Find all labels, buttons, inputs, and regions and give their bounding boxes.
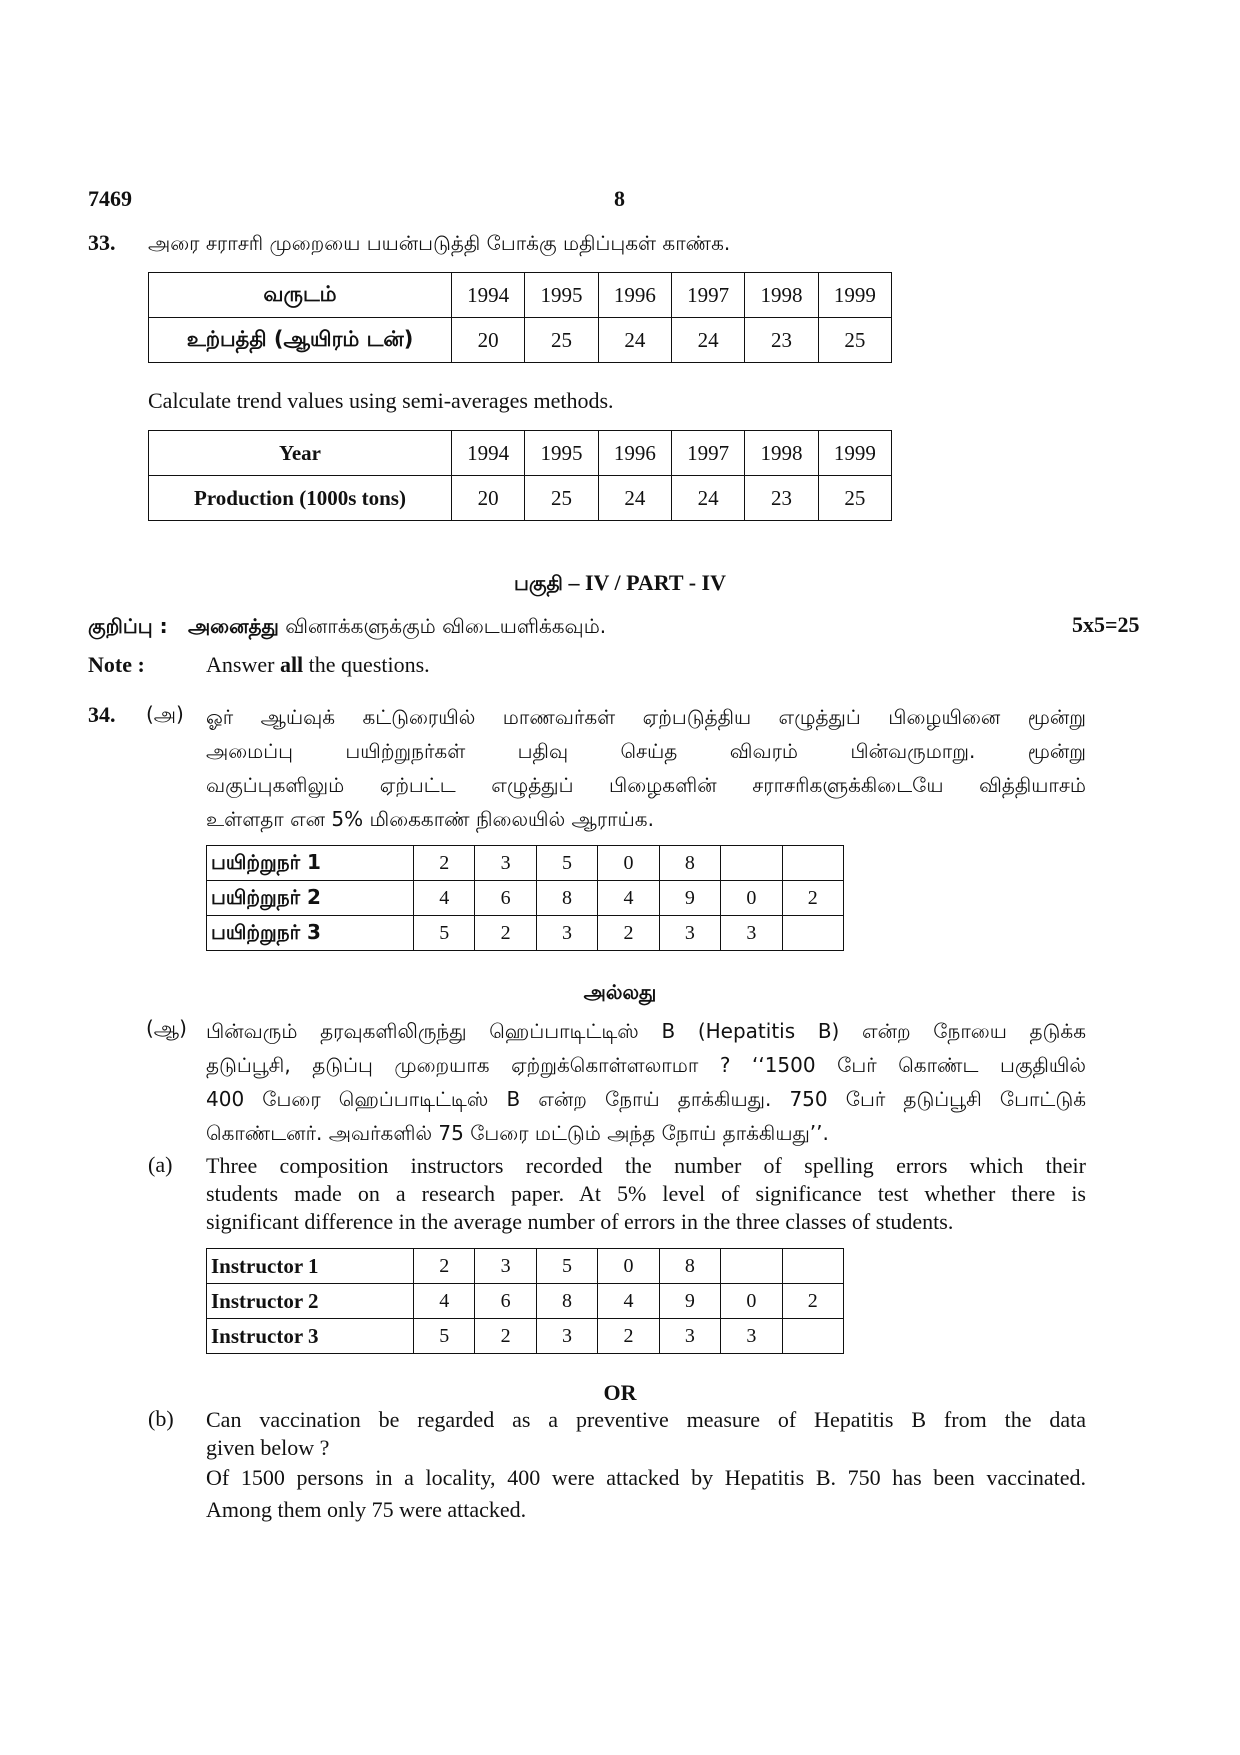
table-label: வருடம் <box>149 273 452 318</box>
table-cell: 2 <box>475 1319 536 1354</box>
table-cell: 1994 <box>452 431 525 476</box>
table-cell: 1998 <box>745 431 818 476</box>
table-cell <box>782 846 843 881</box>
table-cell: 8 <box>659 846 720 881</box>
table-cell: 24 <box>671 318 744 363</box>
note-tamil <box>88 614 606 641</box>
table-cell: 9 <box>659 1284 720 1319</box>
text-line: பின்வரும் தரவுகளிலிருந்து ஹெப்பாடிட்டிஸ் B (Hepatitis B) என்ற நோயை தடுக்க <box>206 1019 1086 1043</box>
note-text-tamil: வினாக்களுக்கும் விடையளிக்கவும். <box>278 614 607 638</box>
question-34-b-tamil-text <box>206 1014 1086 1150</box>
table-cell: 2 <box>782 881 843 916</box>
table-cell <box>782 1319 843 1354</box>
note-label: Note : <box>88 652 145 677</box>
table-cell: 2 <box>414 846 475 881</box>
table-cell: 3 <box>721 1319 782 1354</box>
text-line: Among them only 75 were attacked. <box>206 1497 527 1522</box>
table-cell: 3 <box>475 1249 536 1284</box>
question-33-tamil-table <box>148 272 892 363</box>
table-cell: 20 <box>452 318 525 363</box>
question-34-a-tamil-marker: (அ) <box>146 702 184 726</box>
table-cell: 3 <box>536 916 597 951</box>
table-cell: 9 <box>659 881 720 916</box>
note-post: the questions. <box>303 652 430 677</box>
table-cell: 4 <box>598 1284 659 1319</box>
table-label: Production (1000s tons) <box>149 476 452 521</box>
table-cell: 3 <box>475 846 536 881</box>
table-label: பயிற்றுநர் 1 <box>207 846 414 881</box>
table-cell: 24 <box>598 318 671 363</box>
table-cell: 1996 <box>598 431 671 476</box>
question-34-a-marker: (a) <box>148 1152 173 1177</box>
question-33-english-text: Calculate trend values using semi-averages methods. <box>148 388 614 413</box>
table-cell: 0 <box>598 1249 659 1284</box>
text-line: 400 பேரை ஹெப்பாடிட்டிஸ் B என்ற நோய் தாக்கியது. 750 பேர் தடுப்பூசி போட்டுக் <box>206 1087 1086 1111</box>
table-cell: 6 <box>475 881 536 916</box>
question-34-tamil-table <box>206 845 844 951</box>
table-cell: 8 <box>536 1284 597 1319</box>
paper-code: 7469 <box>88 186 132 211</box>
table-label: உற்பத்தி (ஆயிரம் டன்) <box>149 318 452 363</box>
note-pre: Answer <box>206 652 280 677</box>
table-label: Year <box>149 431 452 476</box>
question-34-b-text <box>206 1406 1086 1526</box>
question-34-number: 34. <box>88 702 116 727</box>
table-cell: 24 <box>598 476 671 521</box>
text-line: students made on a research paper. At 5% level of significance test whether there is <box>206 1181 1086 1206</box>
table-cell: 23 <box>745 476 818 521</box>
text-line: கொண்டனர். அவர்களில் 75 பேரை மட்டும் அந்த நோய் தாக்கியது’’. <box>206 1121 829 1145</box>
table-label: பயிற்றுநர் 2 <box>207 881 414 916</box>
table-cell: 25 <box>525 318 598 363</box>
table-cell: 2 <box>475 916 536 951</box>
table-cell: 2 <box>598 916 659 951</box>
question-33-tamil-text: அரை சராசரி முறையை பயன்படுத்தி போக்கு மதிப்புகள் காண்க. <box>148 231 731 255</box>
table-cell: 2 <box>782 1284 843 1319</box>
table-cell: 23 <box>745 318 818 363</box>
question-34-a-text <box>206 1152 1086 1236</box>
table-cell: 1995 <box>525 273 598 318</box>
table-cell: 0 <box>721 881 782 916</box>
text-line: Of 1500 persons in a locality, 400 were attacked by Hepatitis B. 750 has been vaccinated. <box>206 1465 1086 1490</box>
table-cell <box>782 1249 843 1284</box>
table-cell: 1994 <box>452 273 525 318</box>
text-line: significant difference in the average number of errors in the three classes of students. <box>206 1209 954 1234</box>
table-cell: 5 <box>414 916 475 951</box>
table-label: Instructor 3 <box>207 1319 414 1354</box>
question-33-english-table <box>148 430 892 521</box>
table-cell: 6 <box>475 1284 536 1319</box>
question-34-english-table <box>206 1248 844 1354</box>
table-label: Instructor 1 <box>207 1249 414 1284</box>
table-cell: 3 <box>659 916 720 951</box>
or-tamil: அல்லது <box>583 980 657 1004</box>
question-33-number: 33. <box>88 230 116 255</box>
table-cell: 0 <box>721 1284 782 1319</box>
table-cell: 24 <box>671 476 744 521</box>
question-34-b-tamil-marker: (ஆ) <box>146 1016 187 1040</box>
table-cell: 1998 <box>745 273 818 318</box>
table-cell: 2 <box>414 1249 475 1284</box>
table-cell: 1999 <box>818 431 891 476</box>
table-cell: 1996 <box>598 273 671 318</box>
question-34-b-marker: (b) <box>148 1406 174 1431</box>
question-34-a-tamil-text <box>206 700 1086 836</box>
table-cell <box>721 1249 782 1284</box>
text-line: வகுப்புகளிலும் ஏற்பட்ட எழுத்துப் பிழைகளின் சராசரிகளுக்கிடையே வித்தியாசம் <box>206 773 1086 797</box>
table-cell: 2 <box>598 1319 659 1354</box>
text-line: given below ? <box>206 1435 330 1460</box>
text-line: தடுப்பூசி, தடுப்பு முறையாக ஏற்றுக்கொள்ளலாமா ? ‘‘1500 பேர் கொண்ட பகுதியில் <box>206 1053 1086 1077</box>
table-cell: 4 <box>414 1284 475 1319</box>
table-cell <box>782 916 843 951</box>
table-cell: 8 <box>536 881 597 916</box>
table-cell <box>721 846 782 881</box>
table-cell: 25 <box>818 476 891 521</box>
note-bold: all <box>279 652 304 677</box>
note-label-tamil: குறிப்பு : <box>88 614 168 638</box>
table-cell: 8 <box>659 1249 720 1284</box>
table-cell: 25 <box>818 318 891 363</box>
text-line: Can vaccination be regarded as a preventive measure of Hepatitis B from the data <box>206 1407 1086 1432</box>
table-label: Instructor 2 <box>207 1284 414 1319</box>
table-cell: 5 <box>536 846 597 881</box>
part-4-title-tamil: பகுதி <box>514 571 563 595</box>
page-number: 8 <box>614 186 625 211</box>
table-cell: 5 <box>536 1249 597 1284</box>
table-cell: 5 <box>414 1319 475 1354</box>
or-english: OR <box>603 1380 637 1405</box>
note-english <box>88 652 430 678</box>
part-4-title-english: – IV / PART - IV <box>562 570 726 595</box>
table-cell: 1997 <box>671 431 744 476</box>
table-cell: 3 <box>536 1319 597 1354</box>
table-cell: 3 <box>721 916 782 951</box>
part-4-title <box>0 570 1240 598</box>
table-label: பயிற்றுநர் 3 <box>207 916 414 951</box>
marks-allotment: 5x5=25 <box>1072 612 1140 637</box>
table-cell: 1999 <box>818 273 891 318</box>
table-cell: 1997 <box>671 273 744 318</box>
table-cell: 1995 <box>525 431 598 476</box>
table-cell: 4 <box>414 881 475 916</box>
text-line: ஓர் ஆய்வுக் கட்டுரையில் மாணவர்கள் ஏற்படுத்திய எழுத்துப் பிழையினை மூன்று <box>206 705 1086 729</box>
note-bold-tamil: அனைத்து <box>187 614 279 638</box>
table-cell: 0 <box>598 846 659 881</box>
table-cell: 4 <box>598 881 659 916</box>
table-cell: 20 <box>452 476 525 521</box>
text-line: அமைப்பு பயிற்றுநர்கள் பதிவு செய்த விவரம் பின்வருமாறு. மூன்று <box>206 739 1086 763</box>
table-cell: 3 <box>659 1319 720 1354</box>
text-line: உள்ளதா என 5% மிகைகாண் நிலையில் ஆராய்க. <box>206 807 654 831</box>
text-line: Three composition instructors recorded the number of spelling errors which their <box>206 1153 1086 1178</box>
table-cell: 25 <box>525 476 598 521</box>
